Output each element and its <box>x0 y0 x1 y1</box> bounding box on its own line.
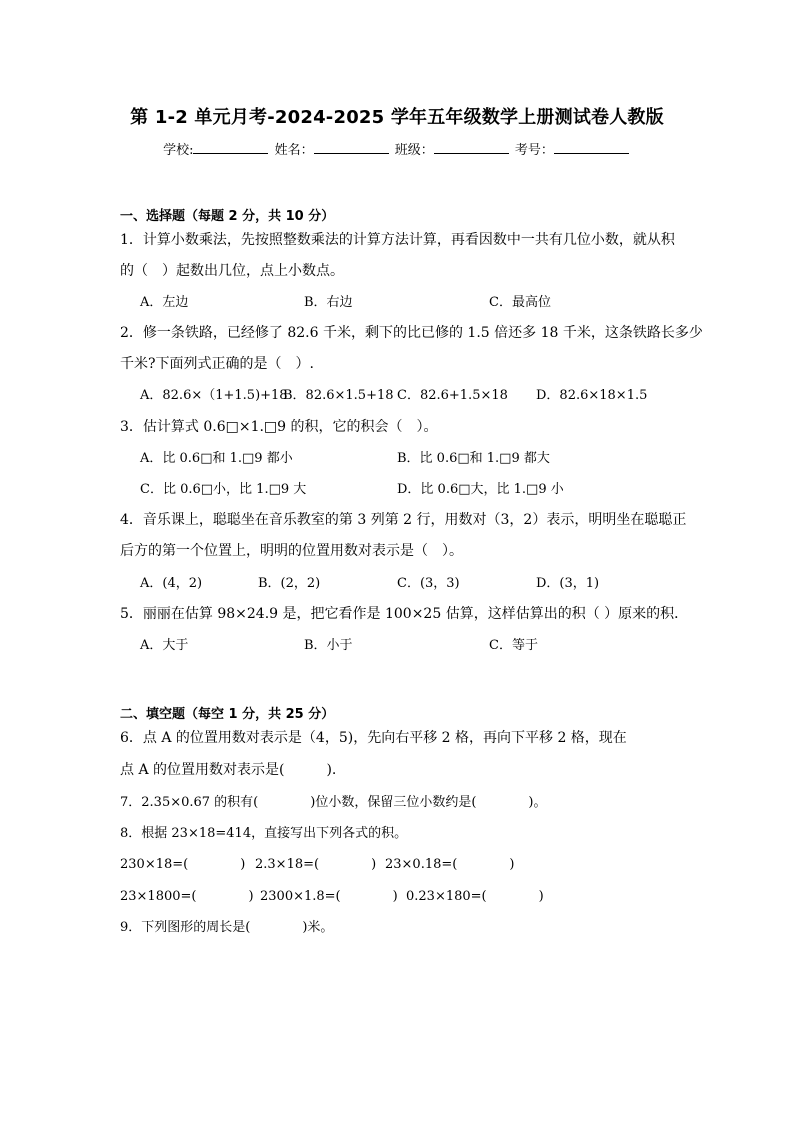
q4-option-a[interactable]: A．(4，2) <box>140 576 203 591</box>
q8-item-23x0.18[interactable]: 23×0.18=( ) <box>385 857 515 872</box>
page-title: 第 1-2 单元月考-2024-2025 学年五年级数学上册测试卷人教版 <box>130 107 664 128</box>
q1-text-line1: 1．计算小数乘法，先按照整数乘法的计算方法计算，再看因数中一共有几位小数，就从积 <box>120 232 675 248</box>
q5-option-b[interactable]: B．小于 <box>304 638 353 653</box>
q5-text-line1: 5．丽丽在估算 98×24.9 是，把它看作是 100×25 估算，这样估算出的积（ ）原来的积． <box>120 606 689 622</box>
q5-option-a[interactable]: A．大于 <box>140 638 189 653</box>
student-info-row <box>0 139 794 158</box>
q8-item-23x1800[interactable]: 23×1800=( ) <box>120 889 254 904</box>
q4-text-line1: 4．音乐课上，聪聪坐在音乐教室的第 3 列第 2 行，用数对（3，2）表示，明明坐在聪聪正 <box>120 512 687 528</box>
class-blank[interactable] <box>434 141 509 154</box>
q1-option-c[interactable]: C．最高位 <box>489 295 551 310</box>
q3-option-c[interactable]: C．比 0.6□小，比 1.□9 大 <box>140 482 307 497</box>
q8-item-0.23x180[interactable]: 0.23×180=( ) <box>406 889 544 904</box>
q6-text-line2: 点 A 的位置用数对表示是( ). <box>120 762 337 778</box>
q4-option-b[interactable]: B．(2，2) <box>258 576 321 591</box>
q4-text-line2: 后方的第一个位置上，明明的位置用数对表示是（ ）。 <box>120 543 463 559</box>
q8-item-230x18[interactable]: 230×18=( ) <box>120 857 246 872</box>
name-label: 姓名： <box>274 143 314 158</box>
q8-text-line1: 8．根据 23×18=414，直接写出下列各式的积。 <box>120 826 408 841</box>
q3-text-line1: 3．估计算式 0.6□×1.□9 的积，它的积会（ ）。 <box>120 419 438 435</box>
q3-option-d[interactable]: D．比 0.6□大，比 1.□9 小 <box>397 482 564 497</box>
q3-option-a[interactable]: A．比 0.6□和 1.□9 都小 <box>140 451 293 466</box>
q2-option-d[interactable]: D．82.6×18×1.5 <box>536 388 648 403</box>
q8-item-2300x1.8[interactable]: 2300×1.8=( ) <box>260 889 398 904</box>
q7-text-line1: 7．2.35×0.67 的积有( )位小数，保留三位小数约是( )。 <box>120 795 547 810</box>
school-label: 学校: <box>163 143 194 158</box>
section2-heading: 二、填空题（每空 1 分，共 25 分） <box>120 707 335 722</box>
q4-option-c[interactable]: C．(3，3) <box>397 576 460 591</box>
q2-option-a[interactable]: A．82.6×（1+1.5)+18 <box>140 388 288 403</box>
q2-option-b[interactable]: B．82.6×1.5+18 <box>283 388 394 403</box>
q8-item-2.3x18[interactable]: 2.3×18=( ) <box>255 857 377 872</box>
q2-text-line1: 2．修一条铁路，已经修了 82.6 千米，剩下的比已修的 1.5 倍还多 18 千米，这条铁路长多少 <box>120 325 703 341</box>
class-label: 班级： <box>394 143 434 158</box>
q2-option-c[interactable]: C．82.6+1.5×18 <box>397 388 508 403</box>
q9-text-line1: 9．下列图形的周长是( )米。 <box>120 920 334 935</box>
q2-text-line2: 千米?下面列式正确的是（ ）. <box>120 356 314 372</box>
section1-heading: 一、选择题（每题 2 分，共 10 分） <box>120 209 335 224</box>
q3-option-b[interactable]: B．比 0.6□和 1.□9 都大 <box>397 451 550 466</box>
q4-option-d[interactable]: D．(3，1) <box>536 576 600 591</box>
q1-option-a[interactable]: A．左边 <box>140 295 189 310</box>
number-label: 考号： <box>514 143 554 158</box>
q6-text-line1: 6．点 A 的位置用数对表示是（4，5)，先向右平移 2 格，再向下平移 2 格，现在 <box>120 730 627 746</box>
q1-option-b[interactable]: B．右边 <box>304 295 353 310</box>
number-blank[interactable] <box>554 141 629 154</box>
q5-option-c[interactable]: C．等于 <box>489 638 538 653</box>
name-blank[interactable] <box>314 141 389 154</box>
school-blank[interactable] <box>193 141 268 154</box>
q1-text-line2: 的（ ）起数出几位，点上小数点。 <box>120 263 344 279</box>
